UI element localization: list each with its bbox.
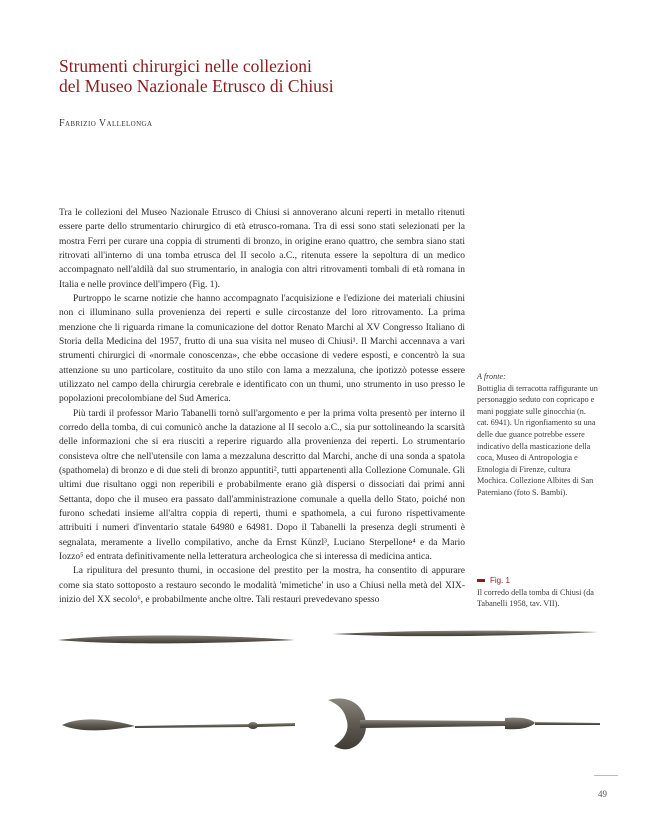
bronze-rod-upper-right [332, 631, 598, 636]
crescent-blade-thumi [328, 698, 600, 749]
title-line-2: del Museo Nazionale Etrusco di Chiusi [59, 76, 334, 96]
sidebar-caption-facing [477, 371, 599, 499]
article-body [59, 206, 465, 607]
figure-number: Fig. 1 [490, 576, 511, 585]
paragraph-1: Tra le collezioni del Museo Nazionale Etrusco di Chiusi si annoverano alcuni reperti in metallo ritenuti essere parte dello strumentario chirurgico di età etrusco-romana. Tra di essi sono stati selezionati per la mostra Ferri per curare una coppia di strumenti di bronzo, in origine erano quattro, che sembra siano stati ritrovati all'interno di una tomba etrusca del II secolo a.C., ritenuta essere la sepoltura di un medico accompagnato nell'aldilà dal suo strumentario, in analogia con altri ritrovamenti tombali di età romana in Italia e nelle province dell'impero (Fig. 1). [59, 208, 465, 290]
caption-heading: A fronte: [477, 372, 506, 381]
sidebar-figure-caption [477, 575, 599, 610]
page-number: 49 [598, 789, 607, 799]
title-line-1: Strumenti chirurgici nelle collezioni [59, 56, 312, 76]
paragraph-3: Più tardi il professor Mario Tabanelli tornò sull'argomento e per la prima volta presentò per interno il corredo della tomba, di cui comunicò anche la datazione al II secolo a.C., sia pur sottolineando la scarsità delle informazioni che si era riusciti a reperire riguardo alla provenienza dei reperti. Lo strumentario consisteva oltre che nell'utensile con lama a mezzaluna descritto dal Marchi, anche di una sonda a spatola (spathomela) di bronzo e di due steli di bronzo appuntiti², tutti appartenenti alla Collezione Comunale. Gli ultimi due risultano oggi non reperibili e probabilmente erano già dispersi o dissociati dai primi anni Settanta, dopo che il museo era passato dall'amministrazione comunale a quella dello Stato, poiché non furono schedati insieme all'altra coppia di reperti, thumi e spathomela, a cui furono rispettivamente attribuiti i numeri d'inventario statale 64980 e 64981. Dopo il Tabanelli la presenza degli strumenti è segnalata, meramente a livello compilativo, anche da Ernst Künzl³, Luciano Sterpellone⁴ e da Mario Iozzo⁵ ed entrata definitivamente nella letteratura archeologica che si interessa di medicina antica. [59, 408, 465, 562]
bronze-rod-upper-left [58, 636, 295, 644]
author-name: Fabrizio Vallelonga [59, 118, 153, 129]
figure-marker [477, 579, 485, 582]
figure-caption-text: Il corredo della tomba di Chiusi (da Tabanelli 1958, tav. VII). [477, 587, 594, 609]
paragraph-4: La ripulitura del presunto thumi, in occasione del prestito per la mostra, ha consentito di appurare come sia stato sottoposto a restauro secondo le modalità 'mimetiche' in uso a Chiusi nella metà del XIX-inizio del XX secolo⁶, e probabilmente anche oltre. Tali restauri prevedevano spesso [59, 566, 465, 605]
figure-label [477, 575, 599, 587]
article-title [59, 56, 439, 96]
page-divider [594, 775, 618, 776]
caption-text: Bottiglia di terracotta raffigurante un personaggio seduto con copricapo e mani poggiate sulle ginocchia (n. cat. 6941). Un rigonfiamento su una delle due guance potrebbe essere indicativo della masticazione della coca, Museo di Antropologia e Etnologia di Firenze, cultura Mochica. Collezione Albites di San Paterniano (foto S. Bambi). [477, 383, 598, 497]
spatula-probe-spathomela [62, 719, 295, 730]
paragraph-2: Purtroppo le scarne notizie che hanno accompagnato l'acquisizione e l'edizione dei materiali chiusini non ci illuminano sulla provenienza dei reperti e sulle circostanze del loro ritrovamento. La prima menzione che li riguarda rimane la comunicazione del dottor Renato Marchi al XV Congresso Italiano di Storia della Medicina del 1957, frutto di una sua visita nel museo di Chiusi¹. Il Marchi accennava a vari strumenti chirurgici di «normale conoscenza», che ebbe occasione di vedere esposti, e concentrò la sua attenzione su uno particolare, costituito da uno stilo con lama a mezzaluna, che ipotizzò potesse essere utilizzato nel campo della chirurgia cerebrale e identificato con un thumi, uno strumento in uso presso le popolazioni precolombiane del Sud America. [59, 293, 465, 405]
surgical-instruments-figure [50, 622, 610, 772]
